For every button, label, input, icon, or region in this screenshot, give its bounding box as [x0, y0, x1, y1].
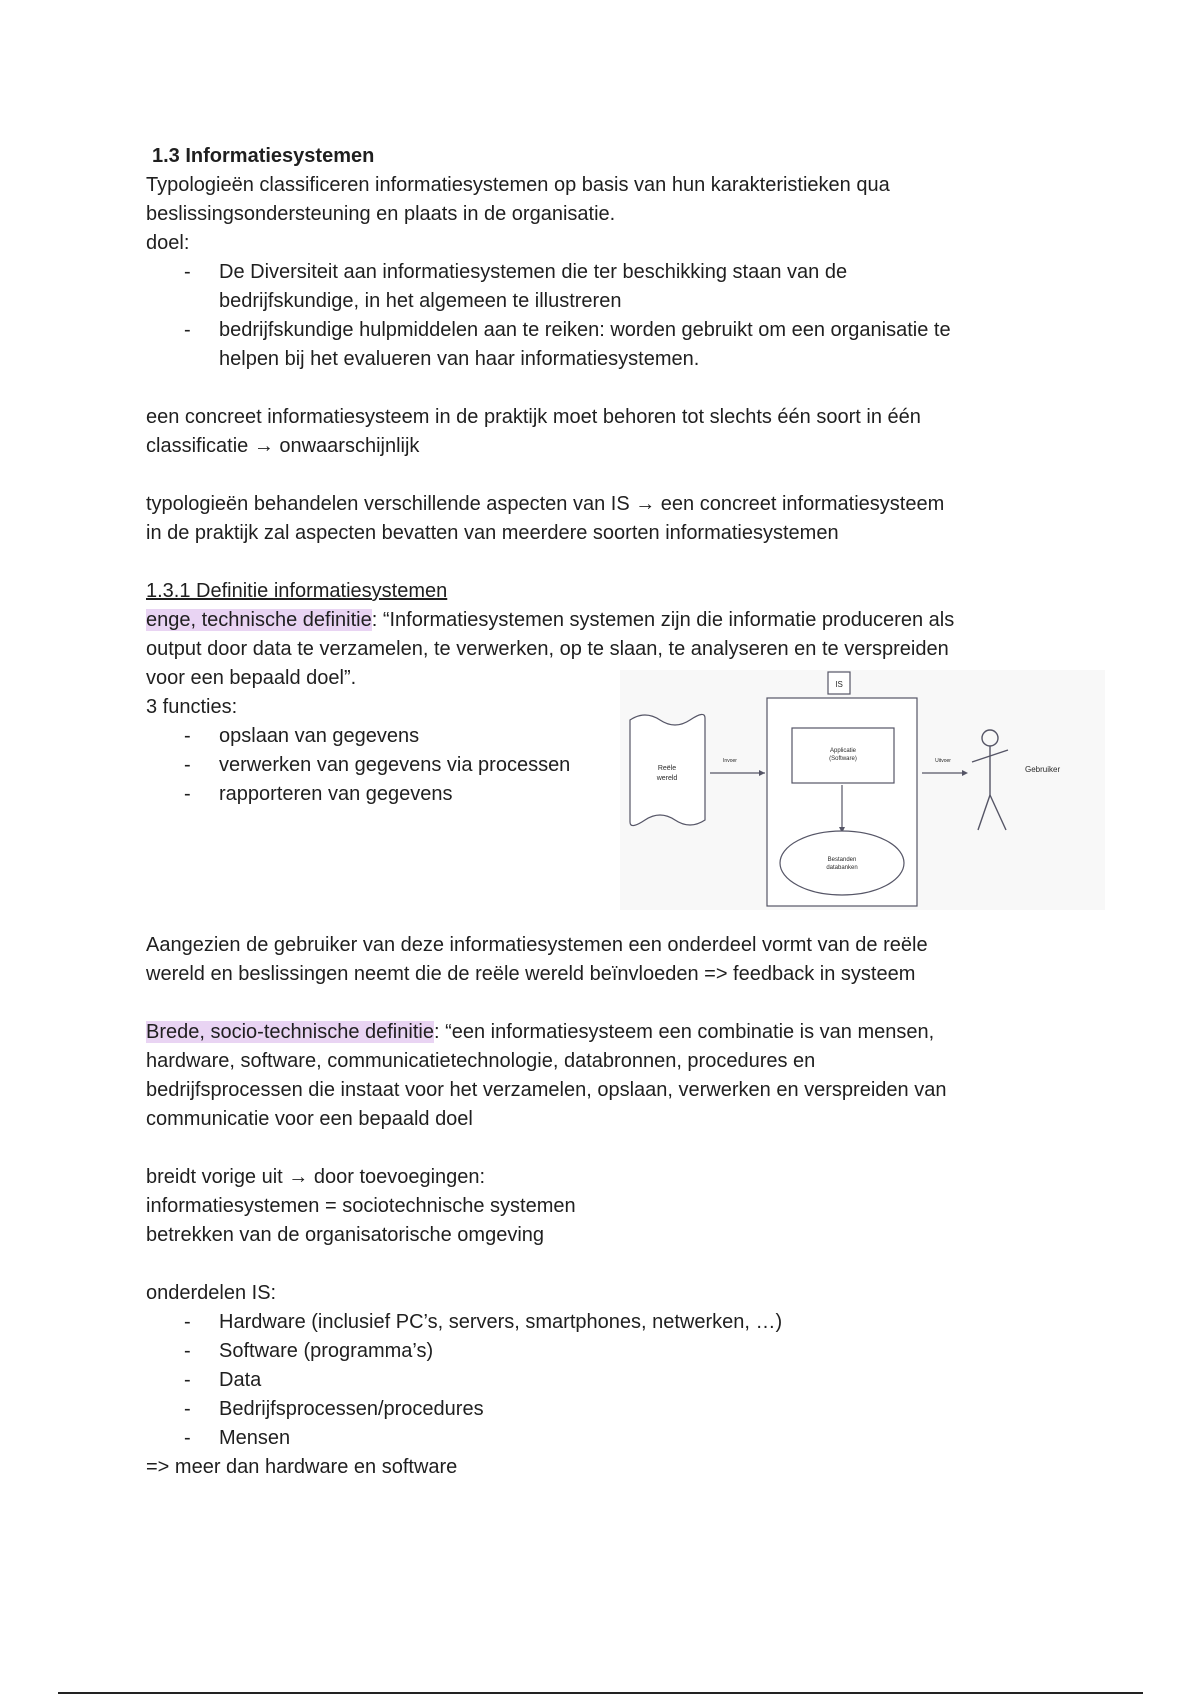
extends-line-1: breidt vorige uit → door toevoegingen: — [146, 1166, 486, 1188]
goal-2-line-2: helpen bij het evalueren van haar informatiesystemen. — [219, 348, 700, 370]
function-item-text: opslaan van gegevens — [219, 725, 420, 747]
goal-label: doel: — [146, 232, 190, 254]
is-label: IS — [835, 680, 843, 689]
database-label-2: databanken — [826, 865, 858, 871]
section-title: 1.3 Informatiesystemen — [152, 145, 375, 167]
list-item — [146, 1395, 1066, 1424]
intro-line-2: beslissingsondersteuning en plaats in de organisatie. — [146, 203, 616, 225]
conclusion-line: => meer dan hardware en software — [146, 1456, 458, 1478]
narrow-definition-line-1 — [146, 606, 1066, 635]
functions-label: 3 functies: — [146, 696, 238, 718]
is-diagram-svg — [620, 670, 1105, 910]
narrow-definition-line-2: output door data te verzamelen, te verwerken, op te slaan, te analyseren en te verspreiden — [146, 638, 949, 660]
parts-label: onderdelen IS: — [146, 1282, 277, 1304]
intro-line-1: Typologieën classificeren informatiesystemen op basis van hun karakteristieken qua — [146, 174, 890, 196]
database-ellipse — [780, 831, 904, 895]
goal-1-line-1: De Diversiteit aan informatiesystemen die ter beschikking staan van de — [219, 261, 848, 283]
part-item-text: Mensen — [219, 1427, 291, 1449]
list-item — [146, 258, 1066, 316]
broad-definition-label: Brede, socio-technische definitie — [146, 1021, 434, 1043]
goal-list — [146, 258, 1066, 374]
part-item-text: Software (programma’s) — [219, 1340, 434, 1362]
subsection-title: 1.3.1 Definitie informatiesystemen — [146, 580, 448, 602]
concrete-para-line-1: een concreet informatiesysteem in de praktijk moet behoren tot slechts één soort in één — [146, 406, 921, 428]
page-bottom-rule — [58, 1692, 1143, 1694]
real-world-label-1: Reële — [657, 765, 677, 772]
real-world-label-2: wereld — [656, 775, 678, 782]
bullet-dash: - — [184, 261, 191, 283]
bullet-dash: - — [184, 1340, 191, 1362]
input-label: Invoer — [723, 758, 737, 764]
concrete-para-line-2: classificatie → onwaarschijnlijk — [146, 435, 420, 457]
list-item — [146, 1366, 1066, 1395]
typology-para-line-2: in de praktijk zal aspecten bevatten van meerdere soorten informatiesystemen — [146, 522, 839, 544]
broad-definition-line-3: bedrijfsprocessen die instaat voor het verzamelen, opslaan, verwerken en verspreiden van — [146, 1079, 947, 1101]
broad-definition-text: : “een informatiesysteem een combinatie is van mensen, — [433, 1021, 935, 1043]
is-diagram — [620, 670, 1105, 910]
list-item — [146, 1308, 1066, 1337]
database-label-1: Bestanden — [827, 857, 857, 863]
function-item-text: rapporteren van gegevens — [219, 783, 453, 805]
part-item-text: Data — [219, 1369, 262, 1391]
bullet-dash: - — [184, 783, 191, 805]
feedback-line-1: Aangezien de gebruiker van deze informatiesystemen een onderdeel vormt van de reële — [146, 934, 928, 956]
application-label-1: Applicatie — [829, 748, 857, 754]
part-item-text: Bedrijfsprocessen/procedures — [219, 1398, 484, 1420]
bullet-dash: - — [184, 1311, 191, 1333]
list-item — [146, 1424, 1066, 1453]
list-item — [146, 1337, 1066, 1366]
narrow-definition-label: enge, technische definitie — [146, 609, 372, 631]
typology-para-line-1: typologieën behandelen verschillende aspecten van IS → een concreet informatiesysteem — [146, 493, 945, 515]
broad-definition-line-2: hardware, software, communicatietechnologie, databronnen, procedures en — [146, 1050, 816, 1072]
broad-definition-line-4: communicatie voor een bepaald doel — [146, 1108, 473, 1130]
part-item-text: Hardware (inclusief PC’s, servers, smartphones, netwerken, …) — [219, 1311, 783, 1333]
extends-line-2: informatiesystemen = sociotechnische systemen — [146, 1195, 576, 1217]
bullet-dash: - — [184, 319, 191, 341]
goal-2-line-1: bedrijfskundige hulpmiddelen aan te reiken: worden gebruikt om een organisatie te — [219, 319, 951, 341]
narrow-definition-text: : “Informatiesystemen systemen zijn die informatie produceren als — [371, 609, 955, 631]
bullet-dash: - — [184, 1427, 191, 1449]
bullet-dash: - — [184, 1369, 191, 1391]
parts-list — [146, 1308, 1066, 1453]
output-label: Uitvoer — [935, 758, 951, 764]
user-label: Gebruiker — [1025, 765, 1061, 774]
application-label-2: (Software) — [829, 756, 857, 762]
bullet-dash: - — [184, 754, 191, 776]
bullet-dash: - — [184, 725, 191, 747]
feedback-line-2: wereld en beslissingen neemt die de reële wereld beïnvloeden => feedback in systeem — [146, 963, 916, 985]
list-item — [146, 316, 1066, 374]
narrow-definition-line-3: voor een bepaald doel”. — [146, 667, 357, 689]
extends-line-3: betrekken van de organisatorische omgeving — [146, 1224, 545, 1246]
broad-definition-line-1 — [146, 1018, 1066, 1047]
goal-1-line-2: bedrijfskundige, in het algemeen te illustreren — [219, 290, 622, 312]
function-item-text: verwerken van gegevens via processen — [219, 754, 571, 776]
bullet-dash: - — [184, 1398, 191, 1420]
